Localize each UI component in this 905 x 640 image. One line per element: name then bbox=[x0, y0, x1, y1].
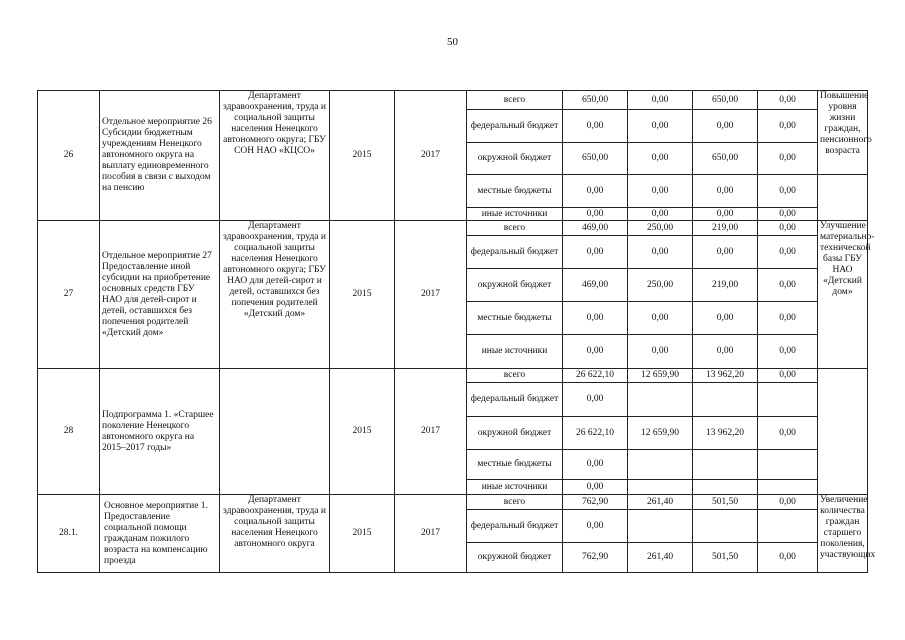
source-label: местные бюджеты bbox=[467, 302, 563, 335]
value-y1: 0,00 bbox=[628, 175, 693, 208]
value-y1: 250,00 bbox=[628, 221, 693, 236]
value-y3 bbox=[758, 480, 818, 495]
value-total: 469,00 bbox=[563, 269, 628, 302]
value-y2: 13 962,20 bbox=[693, 369, 758, 383]
value-total: 0,00 bbox=[563, 175, 628, 208]
value-total: 650,00 bbox=[563, 91, 628, 110]
value-y1 bbox=[628, 450, 693, 480]
value-y3: 0,00 bbox=[758, 236, 818, 269]
value-y2: 501,50 bbox=[693, 495, 758, 510]
value-y1: 0,00 bbox=[628, 208, 693, 221]
value-total: 0,00 bbox=[563, 480, 628, 495]
value-y1: 261,40 bbox=[628, 543, 693, 573]
value-y2 bbox=[693, 450, 758, 480]
value-total: 0,00 bbox=[563, 208, 628, 221]
value-y3: 0,00 bbox=[758, 208, 818, 221]
value-total: 762,90 bbox=[563, 543, 628, 573]
source-label: федеральный бюджет bbox=[467, 110, 563, 143]
page-number: 50 bbox=[447, 36, 458, 48]
expected-result bbox=[818, 369, 868, 495]
value-y3: 0,00 bbox=[758, 91, 818, 110]
value-total: 0,00 bbox=[563, 110, 628, 143]
source-label: федеральный бюджет bbox=[467, 510, 563, 543]
value-y3: 0,00 bbox=[758, 175, 818, 208]
activity-name: Отдельное мероприятие 27 Предоставление иной субсидии на приобретение основных средств ГБУ НАО для детей-сирот и детей, оставшихся без попечения родителей «Детский дом» bbox=[100, 221, 220, 369]
expected-result: Увеличение количества граждан старшего поколения, участвующих bbox=[818, 495, 868, 573]
start-year: 2015 bbox=[330, 495, 395, 573]
value-y3: 0,00 bbox=[758, 269, 818, 302]
value-y2 bbox=[693, 510, 758, 543]
value-y3: 0,00 bbox=[758, 417, 818, 450]
row-number: 26 bbox=[38, 91, 100, 221]
source-label: местные бюджеты bbox=[467, 175, 563, 208]
budget-table bbox=[37, 90, 876, 573]
value-y3: 0,00 bbox=[758, 143, 818, 175]
value-y2: 0,00 bbox=[693, 335, 758, 369]
value-y2: 501,50 bbox=[693, 543, 758, 573]
value-total: 0,00 bbox=[563, 236, 628, 269]
result-empty bbox=[818, 175, 868, 221]
value-y2: 0,00 bbox=[693, 208, 758, 221]
value-total: 0,00 bbox=[563, 450, 628, 480]
value-total: 0,00 bbox=[563, 510, 628, 543]
value-total: 469,00 bbox=[563, 221, 628, 236]
value-y2: 650,00 bbox=[693, 143, 758, 175]
value-total: 0,00 bbox=[563, 302, 628, 335]
end-year: 2017 bbox=[395, 221, 467, 369]
value-total: 650,00 bbox=[563, 143, 628, 175]
value-y2: 13 962,20 bbox=[693, 417, 758, 450]
value-y2 bbox=[693, 480, 758, 495]
value-y3: 0,00 bbox=[758, 335, 818, 369]
value-y1: 0,00 bbox=[628, 110, 693, 143]
value-y2: 0,00 bbox=[693, 236, 758, 269]
source-label: всего bbox=[467, 221, 563, 236]
value-y1: 0,00 bbox=[628, 91, 693, 110]
expected-result: Повышение уровня жизни граждан, пенсионного возраста bbox=[818, 91, 868, 175]
row-number: 27 bbox=[38, 221, 100, 369]
value-total: 0,00 bbox=[563, 335, 628, 369]
source-label: окружной бюджет bbox=[467, 143, 563, 175]
value-y3: 0,00 bbox=[758, 302, 818, 335]
value-total: 762,90 bbox=[563, 495, 628, 510]
value-y1: 250,00 bbox=[628, 269, 693, 302]
value-y1: 12 659,90 bbox=[628, 369, 693, 383]
start-year: 2015 bbox=[330, 91, 395, 221]
source-label: окружной бюджет bbox=[467, 417, 563, 450]
table-row bbox=[38, 369, 868, 383]
start-year: 2015 bbox=[330, 221, 395, 369]
value-total: 0,00 bbox=[563, 383, 628, 417]
value-y2: 219,00 bbox=[693, 221, 758, 236]
value-y3: 0,00 bbox=[758, 110, 818, 143]
value-y2: 0,00 bbox=[693, 302, 758, 335]
end-year: 2017 bbox=[395, 369, 467, 495]
value-y3: 0,00 bbox=[758, 221, 818, 236]
table-row bbox=[38, 495, 868, 510]
value-y2: 219,00 bbox=[693, 269, 758, 302]
source-label: иные источники bbox=[467, 208, 563, 221]
value-y3: 0,00 bbox=[758, 495, 818, 510]
value-y3 bbox=[758, 450, 818, 480]
expected-result: Улучшение материально-технической базы ГБУ НАО «Детский дом» bbox=[818, 221, 868, 369]
value-y3 bbox=[758, 383, 818, 417]
value-y1 bbox=[628, 480, 693, 495]
value-y2 bbox=[693, 383, 758, 417]
executor: Департамент здравоохранения, труда и социальной защиты населения Ненецкого автономного округа; ГБУ СОН НАО «КЦСО» bbox=[220, 91, 330, 221]
source-label: федеральный бюджет bbox=[467, 383, 563, 417]
row-number: 28.1. bbox=[38, 495, 100, 573]
executor: Департамент здравоохранения, труда и социальной защиты населения Ненецкого автономного округа; ГБУ НАО для детей-сирот и детей, оставшихся без попечения родителей «Детский дом» bbox=[220, 221, 330, 369]
end-year: 2017 bbox=[395, 495, 467, 573]
source-label: иные источники bbox=[467, 335, 563, 369]
source-label: всего bbox=[467, 369, 563, 383]
executor bbox=[220, 369, 330, 495]
value-y3: 0,00 bbox=[758, 369, 818, 383]
table-row bbox=[38, 91, 868, 110]
activity-name: Отдельное мероприятие 26 Субсидии бюджетным учреждениям Ненецкого автономного округа на выплату единовременного пособия в связи с выходом на пенсию bbox=[100, 91, 220, 221]
source-label: иные источники bbox=[467, 480, 563, 495]
activity-name: Подпрограмма 1. «Старшее поколение Ненецкого автономного округа на 2015–2017 годы» bbox=[100, 369, 220, 495]
executor: Департамент здравоохранения, труда и социальной защиты населения Ненецкого автономного округа bbox=[220, 495, 330, 573]
value-y1: 0,00 bbox=[628, 143, 693, 175]
value-total: 26 622,10 bbox=[563, 369, 628, 383]
value-y3: 0,00 bbox=[758, 543, 818, 573]
value-y1: 0,00 bbox=[628, 236, 693, 269]
row-number: 28 bbox=[38, 369, 100, 495]
value-y1: 12 659,90 bbox=[628, 417, 693, 450]
source-label: всего bbox=[467, 91, 563, 110]
value-y2: 0,00 bbox=[693, 175, 758, 208]
table-row bbox=[38, 221, 868, 236]
value-y1 bbox=[628, 383, 693, 417]
source-label: федеральный бюджет bbox=[467, 236, 563, 269]
value-y1: 0,00 bbox=[628, 335, 693, 369]
value-y2: 0,00 bbox=[693, 110, 758, 143]
end-year: 2017 bbox=[395, 91, 467, 221]
source-label: окружной бюджет bbox=[467, 269, 563, 302]
value-y1: 0,00 bbox=[628, 302, 693, 335]
source-label: всего bbox=[467, 495, 563, 510]
source-label: окружной бюджет bbox=[467, 543, 563, 573]
value-y3 bbox=[758, 510, 818, 543]
source-label: местные бюджеты bbox=[467, 450, 563, 480]
value-y1: 261,40 bbox=[628, 495, 693, 510]
activity-name: Основное мероприятие 1. Предоставление социальной помощи гражданам пожилого возраста на компенсацию проезда bbox=[100, 495, 220, 573]
value-total: 26 622,10 bbox=[563, 417, 628, 450]
value-y2: 650,00 bbox=[693, 91, 758, 110]
start-year: 2015 bbox=[330, 369, 395, 495]
value-y1 bbox=[628, 510, 693, 543]
